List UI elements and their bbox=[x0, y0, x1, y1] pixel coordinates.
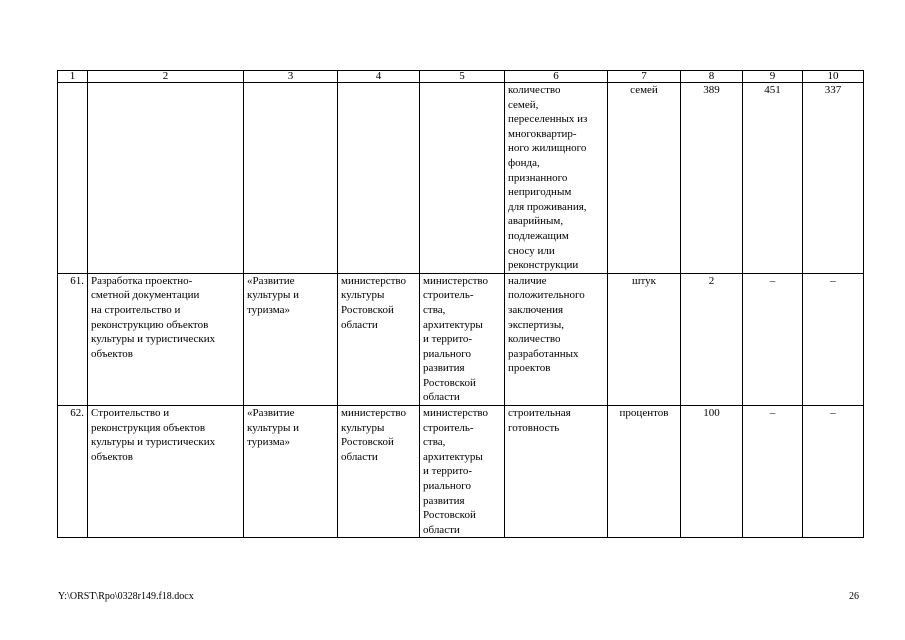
table-cell: – bbox=[803, 273, 864, 405]
header-row bbox=[58, 71, 864, 83]
column-header: 5 bbox=[420, 71, 505, 83]
table-cell bbox=[244, 83, 338, 274]
table-cell: строительная готовность bbox=[505, 406, 608, 538]
table-cell: Строительство и реконструкция объектов культуры и туристических объектов bbox=[88, 406, 244, 538]
column-header: 7 bbox=[608, 71, 681, 83]
table-cell bbox=[420, 83, 505, 274]
table-cell: – bbox=[803, 406, 864, 538]
column-header: 1 bbox=[58, 71, 88, 83]
table-cell bbox=[338, 83, 420, 274]
table-cell: 100 bbox=[681, 406, 743, 538]
table-cell: министерство строитель- ства, архитектуры и террито- риального развития Ростовской области bbox=[420, 406, 505, 538]
indicator-table bbox=[57, 70, 864, 538]
table-cell: «Развитие культуры и туризма» bbox=[244, 406, 338, 538]
table-cell: 61. bbox=[58, 273, 88, 405]
table-cell: семей bbox=[608, 83, 681, 274]
column-header: 4 bbox=[338, 71, 420, 83]
column-header: 9 bbox=[743, 71, 803, 83]
column-header: 3 bbox=[244, 71, 338, 83]
table-cell: процентов bbox=[608, 406, 681, 538]
table-cell: 62. bbox=[58, 406, 88, 538]
table-cell: 2 bbox=[681, 273, 743, 405]
table-cell: – bbox=[743, 406, 803, 538]
column-header: 6 bbox=[505, 71, 608, 83]
document-path: Y:\ORST\Rpo\0328r149.f18.docx bbox=[58, 591, 194, 602]
table-cell: штук bbox=[608, 273, 681, 405]
table-cell: 389 bbox=[681, 83, 743, 274]
table-row bbox=[58, 406, 864, 538]
column-header: 8 bbox=[681, 71, 743, 83]
table-row bbox=[58, 273, 864, 405]
page-number: 26 bbox=[849, 591, 859, 602]
table-cell: – bbox=[743, 273, 803, 405]
table-cell: наличие положительного заключения экспертизы, количество разработанных проектов bbox=[505, 273, 608, 405]
table-cell: министерство культуры Ростовской области bbox=[338, 273, 420, 405]
table-cell: Разработка проектно- сметной документации на строительство и реконструкцию объектов культуры и туристических объектов bbox=[88, 273, 244, 405]
table-cell: министерство культуры Ростовской области bbox=[338, 406, 420, 538]
table-row bbox=[58, 83, 864, 274]
table-cell: 451 bbox=[743, 83, 803, 274]
table-cell bbox=[88, 83, 244, 274]
table-cell bbox=[58, 83, 88, 274]
table-cell: 337 bbox=[803, 83, 864, 274]
table-cell: количество семей, переселенных из многоквартир- ного жилищного фонда, признанного непригодным для проживания, аварийным, подлежащим сносу или реконструкции bbox=[505, 83, 608, 274]
table-cell: министерство строитель- ства, архитектуры и террито- риального развития Ростовской области bbox=[420, 273, 505, 405]
column-header: 2 bbox=[88, 71, 244, 83]
table-cell: «Развитие культуры и туризма» bbox=[244, 273, 338, 405]
column-header: 10 bbox=[803, 71, 864, 83]
